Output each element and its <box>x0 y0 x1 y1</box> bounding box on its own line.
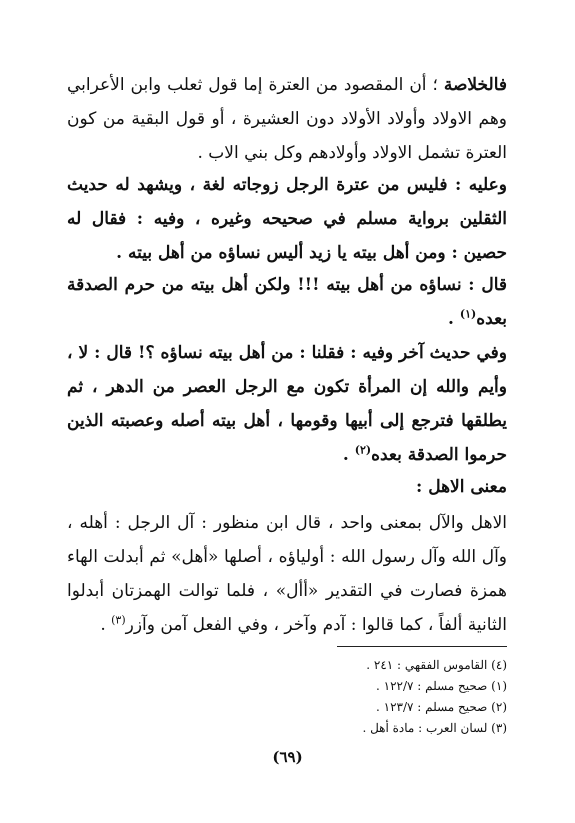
hadith-text: وفي حديث آخر وفيه : فقلنا : من أهل بيته نساؤه ؟! قال : لا ، وأيم والله إن المرأة تكون مع الرجل العصر من الدهر ، ثم يطلقها فترجع إلى أبيها وقومها ، أهل بيته أصله وعصبته الذين حرموا الصدقة بعده <box>67 343 507 465</box>
footnote-3: (٣) لسان العرب : مادة أهل . <box>362 721 507 735</box>
wives-paragraph <box>67 168 507 270</box>
quote-paragraph <box>67 268 507 336</box>
summary-heading: فالخلاصة <box>443 75 507 95</box>
section-heading: معنى الاهل : <box>416 477 507 497</box>
ahl-text: الاهل والآل بمعنى واحد ، قال ابن منظور : آل الرجل : أهله ، وآل الله وآل رسول الله : أولياؤه ، أصلها «أهل» ثم أبدلت الهاء همزة فصارت في التقدير «أأل» ، فلما توالت الهمزتان أبدلوا الثانية ألفاً ، كما قالوا : آدم وآخر ، وفي الفعل آمن وآزر <box>67 513 507 635</box>
ahl-tail: . <box>100 615 112 635</box>
page-number: (٦٩) <box>272 748 303 766</box>
ahl-paragraph <box>67 506 507 642</box>
footnote-divider <box>337 646 507 647</box>
summary-text: ؛ أن المقصود من العترة إما قول ثعلب وابن الأعرابي وهم الاولاد وأولاد الأولاد دون العشيرة ، أو قول البقية من كون العترة تشمل الاولاد وأولادهم وكل بني الاب . <box>67 75 507 163</box>
quote-text: قال : نساؤه من أهل بيته !!! ولكن أهل بيته من حرم الصدقة بعده <box>67 275 507 329</box>
footnote-1: (١) صحيح مسلم : ١٢٢/٧ . <box>376 679 507 693</box>
footnote-ref-1: (١) <box>459 307 477 321</box>
footnote-4: (٤) القاموس الفقهي : ٢٤١ . <box>366 658 507 672</box>
footnote-ref-3: (٣) <box>111 613 126 627</box>
quote-tail: . <box>448 309 460 329</box>
footnote-ref-2: (٢) <box>354 443 372 457</box>
summary-paragraph <box>67 68 507 170</box>
hadith-paragraph <box>67 336 507 472</box>
wives-text: وعليه : فليس من عترة الرجل زوجاته لغة ، ويشهد له حديث الثقلين برواية مسلم في صحيحه وغيره ، وفيه : فقال له حصين : ومن أهل بيته يا زيد أليس نساؤه من أهل بيته . <box>67 175 507 263</box>
footnote-2: (٢) صحيح مسلم : ١٢٣/٧ . <box>376 700 507 714</box>
hadith-tail: . <box>342 445 355 465</box>
